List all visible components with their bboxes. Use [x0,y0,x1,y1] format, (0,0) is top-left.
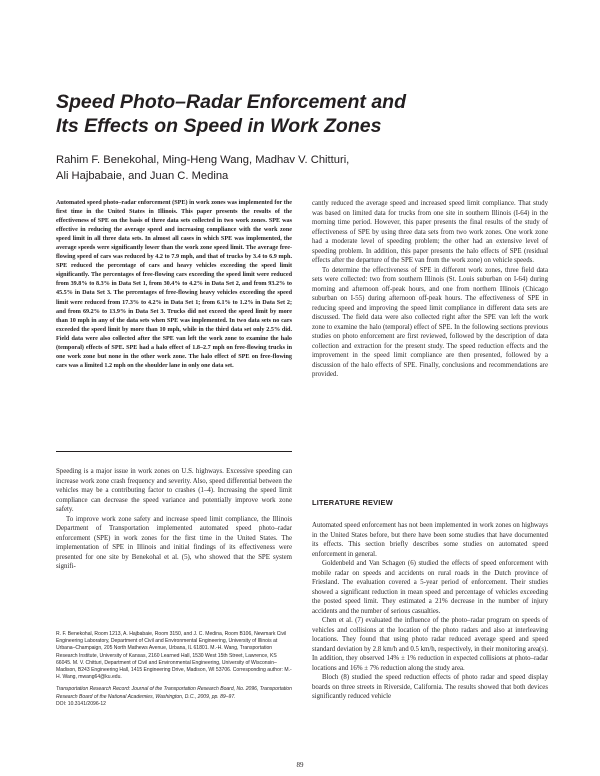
paragraph: Bloch (8) studied the speed reduction effects of photo radar and speed display boards on three streets in Riverside, California. The results showed that both devices significantly reduced vehicle [312,674,548,700]
page-number: 89 [296,761,304,769]
paragraph: Goldenbeld and Van Schagen (6) studied the effects of speed enforcement with mobile radar on speeds and accidents on rural roads in the Dutch province of Friesland. The evaluation covered a 5-year period of enforcement. Their studies showed a significant reduction in mean speed and percentage of vehicles exceeding the posted speed limit. They estimated a 21% decrease in the number of injury accidents and the number of serious casualties. [312,560,548,615]
author-affiliations: R. F. Benekohal, Room 1213, A. Hajbabaie, Room 3150, and J. C. Medina, Room B106, Newmark Civil Engineering Laboratory, Department of Civil and Environmental Engineering, University of Illinois at Urbana–Champaign, 205 North Mathews Avenue, Urbana, IL 61801. M.-H. Wang, Transportation Research Institute, University of Kansas, 2160 Learned Hall, 1530 West 15th Street, Lawrence, KS 66045. M. V. Chitturi, Department of Civil and Environmental Engineering, University of Wisconsin–Madison, B243 Engineering Hall, 1415 Engineering Drive, Madison, WI 53706. Corresponding author: M.-H. Wang, mwang64@ku.edu. [56,631,292,681]
abstract: Automated speed photo–radar enforcement (SPE) in work zones was implemented for the first time in the United States in Illinois. This paper presents the results of the effectiveness of SPE on the basis of three data sets collected in two work zones. SPE was effective in reducing the average speed and increasing compliance with the work zone speed limit in all three data sets. In almost all cases in which SPE was implemented, the average speeds were significantly lower than the work zone speed limit. The average free-flowing speed of cars was reduced by 4.2 to 7.9 mph, and that of trucks by 3.4 to 6.9 mph. SPE reduced the percentage of cars and heavy vehicles exceeding the speed limit significantly. The percentages of free-flowing cars exceeding the speed limit were reduced from 39.8% to 8.3% in Data Set 1, from 30.4% to 4.2% in Data Set 2, and from 93.2% to 45.5% in Data Set 3. The percentages of free-flowing heavy vehicles exceeding the speed limit were reduced from 17.3% to 4.2% in Data Set 1; from 6.1% to 1.2% in Data Set 2; and from 69.2% to 13.9% in Data Set 3. Trucks did not exceed the speed limit by more than 10 mph in any of the data sets when SPE was implemented. In two data sets no cars exceeded the speed limit by more than 10 mph, while in the third data set only 2.5% did. Field data were also collected after the SPE van left the work zone to examine the halo (temporal) effects of SPE. SPE had a halo effect of 1.8–2.7 mph on free-flowing trucks in one work zone but none in the other work zone. The halo effect of SPE on free-flowing cars was a limited 1.2 mph on the shoulder lane in only one data set. [56,200,292,369]
article-title [56,90,526,138]
author-line: Rahim F. Benekohal, Ming-Heng Wang, Madhav V. Chitturi, [56,154,350,166]
journal-citation: Transportation Research Record: Journal of the Transportation Research Board, No. 2096, Transportation Research Board of the National Academies, Washington, D.C., 2009, pp. 89–97. [56,686,292,700]
section-heading: LITERATURE REVIEW [312,498,393,507]
paragraph: cantly reduced the average speed and increased speed limit compliance. That study was based on limited data for trucks from one site in southern Illinois (I-64) in the morning time period. However, this paper presents the final results of the study of effectiveness of SPE by using three data sets from two work zones. One work zone had a moderate level of speeding problem; the other had an extensive level of speeding problem. In addition, this paper presents the halo effects of SPE (residual effects after the departure of the SPE van from the work zone) on vehicle speeds. [312,200,548,264]
abstract-divider [56,451,292,452]
paragraph: To improve work zone safety and increase speed limit compliance, the Illinois Department of Transportation implemented automated speed photo–radar enforcement (SPE) in work zones for the first time in the United States. The implementation of SPE in Illinois and initial findings of its effectiveness were presented for one site by Benekohal et al. (5), who showed that the SPE system signifi- [56,515,292,570]
paragraph: To determine the effectiveness of SPE in different work zones, three field data sets were collected: two from southern Illinois (St. Louis suburban on I-64) during morning and afternoon off-peak hours, and one from northern Illinois (Chicago suburban on I-55) during afternoon off-peak hours. The effectiveness of SPE in reducing speed and improving the speed limit compliance in different data sets are discussed. The field data were also collected right after the SPE van left the work zone to examine the halo (temporal) effect of SPE. In the following sections previous studies on photo enforcement are first reviewed, followed by the description of data collection and extraction for the present study. The speed reduction effects and the improvement in the speed limit compliance are then presented, followed by a discussion of the halo effects of SPE. Finally, conclusions and recommendations are provided. [312,266,548,378]
introduction-continued [312,199,548,380]
introduction-text [56,467,292,572]
paragraph: Speeding is a major issue in work zones on U.S. highways. Excessive speeding can increase work zone crash frequency and severity. Also, speed differential between the vehicles may be a contributing factor to crashes (1–4). Increasing the speed limit compliance can decrease the speed variance and potentially improve work zone safety. [56,468,292,513]
footnote [56,631,292,708]
article-title-line: Speed Photo–Radar Enforcement and [56,91,406,113]
paragraph: Automated speed enforcement has not been implemented in work zones on highways in the United States before, but there have been some studies that have documented its effects. This section briefly describes some studies on automated speed enforcement in general. [312,522,548,558]
author-list [56,153,526,184]
author-line: Ali Hajbabaie, and Juan C. Medina [56,169,229,182]
paragraph: Chen et al. (7) evaluated the influence of the photo–radar program on speeds of vehicles and collisions at the location of the photo radars and also at interleaving locations. They found that using photo radar reduced average speed and speed standard deviation by 2.8 km/h and 0.5 km/h, respectively, in their monitoring area(s). In addition, they observed 14% ± 1% reduction in expected collisions at photo–radar locations and 16% ± 7% reduction along the study area. [312,617,548,672]
doi: DOI: 10.3141/2096-12 [56,700,106,707]
literature-review-text [312,521,548,702]
article-title-line: Its Effects on Speed in Work Zones [56,115,382,137]
